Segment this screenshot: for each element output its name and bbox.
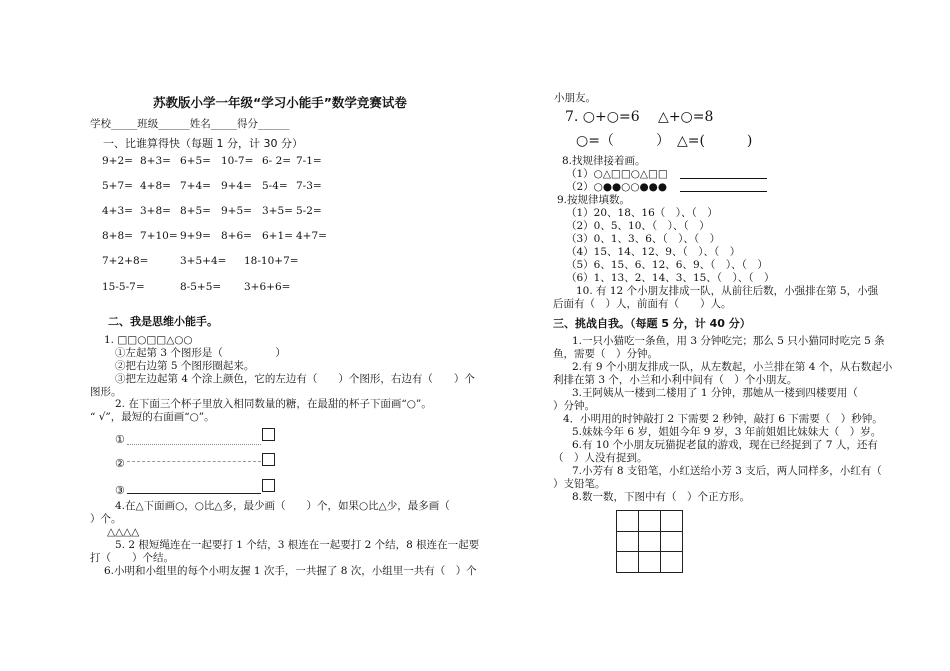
s3-line: 2.有 9 个小朋友排成一队，从左数起，小兰排在第 4 个，从右数起小: [572, 361, 893, 373]
page-title: 苏教版小学一年级“学习小能手”数学竞赛试卷: [153, 95, 407, 110]
s3-line: 鱼，需要（ ）分钟。: [553, 348, 658, 360]
calc-item: 9+9=: [180, 230, 211, 242]
q9-item: （5）6、15、6、12、6、9、（ ）、（ ）: [566, 259, 768, 271]
calc-item: 8+5=: [180, 205, 211, 217]
q5-b: 打（ ）个结。: [90, 552, 174, 564]
section3-heading: 三、挑战自我。（每题 5 分，计 40 分）: [553, 317, 751, 330]
calc-item: 5+7=: [102, 180, 133, 192]
calc-item: 6- 2=: [262, 155, 292, 167]
s3-line: 6.有 10 个小朋友玩猫捉老鼠的游戏，现在已经捉到了 7 人，还有: [572, 439, 878, 451]
cup-box-1: [262, 428, 275, 441]
calc-item: 8+8=: [102, 230, 133, 242]
q9-item: （6）1、13、2、14、3、15、（ ）、（ ）: [566, 272, 775, 284]
calc-item: 15-5-7=: [102, 281, 145, 293]
cup-label-1: ①: [115, 433, 125, 446]
q9-item: （2）0、5、10、（ ）、（ ）: [566, 220, 710, 232]
s3-line: 7.小芳有 8 支铅笔，小红送给小芳 3 支后，两人同样多，小红有（: [572, 465, 882, 477]
calc-item: 9+5=: [221, 205, 252, 217]
calc-item: 8+3=: [140, 155, 171, 167]
section2-heading: 二、我是思维小能手。: [108, 315, 218, 328]
q6-a: 6.小明和小组里的每个小明友握 1 次手，一共握了 8 次，小组里一共有（ ）个: [104, 565, 477, 577]
student-info-line: 学校_____班级______姓名_____得分______: [90, 118, 290, 130]
q1-shapes: 1. □□○□□△○○: [104, 334, 193, 346]
q7-b: ○=（ ） △=( ): [576, 133, 753, 149]
s3-line: 1.一只小猫吃一条鱼，用 3 分钟吃完；那么 5 只小猫同时吃完 5 条: [572, 335, 885, 347]
grid-line-h1: [617, 531, 682, 532]
calc-item: 4+8=: [140, 180, 171, 192]
q4-b: ）个。: [90, 513, 122, 525]
q9-item: （4）15、14、12、9、（ ）、（ ）: [566, 246, 741, 258]
section1-heading: 一、比谁算得快（每题 1 分，计 30 分）: [103, 137, 303, 150]
q9-item: （3）0、1、3、6、（ ）、（ ）: [566, 233, 721, 245]
calc-item: 4+7=: [296, 230, 327, 242]
s3-line: ）分钟。: [553, 400, 595, 412]
q8-heading: 8.找规律接着画。: [562, 155, 646, 167]
s3-line: （ ）人没有捉到。: [553, 452, 648, 464]
q2-b: “ √”，最短的右面画“○”。: [90, 411, 215, 423]
q7-a: 7. ○+○=6 △+○=8: [565, 109, 714, 125]
q10-a: 10. 有 12 个小朋友排成一队，从前往后数，小强排在第 5，小强: [576, 285, 879, 297]
cup-box-2: [262, 453, 275, 466]
grid-line-v1: [638, 511, 639, 572]
calc-item: 6+5=: [180, 155, 211, 167]
q4-a: 4.在△下面画○，○比△多，最少画（ ）个，如果○比△少，最多画（: [115, 500, 450, 512]
s3-line: 8.数一数，下图中有（ ）个正方形。: [572, 491, 751, 503]
calc-item: 5-4=: [262, 180, 288, 192]
s3-line: 利排在第 3 个，小兰和小利中间有（ ）个小朋友。: [553, 374, 798, 386]
q6-continuation: 小朋友。: [554, 92, 596, 104]
grid-line-v2: [660, 511, 661, 572]
cup-label-3: ③: [115, 484, 125, 497]
q1-b: ②把右边第 5 个图形圈起来。: [115, 360, 255, 372]
calc-item: 7-3=: [296, 180, 322, 192]
q4-triangles: △△△△: [107, 526, 140, 538]
calc-item: 10-7=: [221, 155, 254, 167]
q10-b: 后面有（ ）人，前面有（ ）人。: [553, 298, 732, 310]
calc-item: 7+10=: [140, 230, 178, 242]
calc-item: 5-2=: [296, 205, 322, 217]
q8-item-2: （2）○●●○○●●●: [566, 181, 667, 193]
q5-a: 5. 2 根短绳连在一起要打 1 个结，3 根连在一起要打 2 个结，8 根连在一起要: [115, 539, 480, 551]
calc-item: 9+2=: [102, 155, 133, 167]
s3-line: ）支铅笔。: [553, 478, 606, 490]
q2-a: 2. 在下面三个杯子里放入相同数量的糖，在最甜的杯子下面画“○”。: [115, 398, 432, 410]
cup-line-1: [127, 444, 261, 445]
calc-item: 3+8=: [140, 205, 171, 217]
q9-heading: 9.按规律填数。: [557, 194, 631, 206]
calc-item: 18-10+7=: [244, 255, 299, 267]
s3-line: 4．小明用的时钟敲打 2 下需要 2 秒钟，敲打 6 下需要（ ）秒钟。: [563, 413, 883, 425]
square-grid-figure: [616, 510, 683, 573]
q1-c-cont: 图形。: [90, 386, 122, 398]
cup-line-2: [127, 461, 261, 462]
calc-item: 3+5=: [262, 205, 293, 217]
calc-item: 7+2+8=: [102, 255, 149, 267]
calc-item: 9+4=: [221, 180, 252, 192]
calc-item: 6+1=: [262, 230, 293, 242]
q8-answer-line-2: [680, 191, 767, 192]
grid-line-h2: [617, 551, 682, 552]
calc-item: 7-1=: [296, 155, 322, 167]
q8-item-1: （1）○△□□○△□□: [566, 168, 668, 180]
calc-item: 4+3=: [102, 205, 133, 217]
q9-item: （1）20、18、16（ ）、（ ）: [566, 207, 718, 219]
calc-item: 7+4=: [180, 180, 211, 192]
q1-a: ①左起第 3 个图形是（ ）: [115, 347, 286, 359]
q8-answer-line-1: [680, 178, 767, 179]
q1-c: ③把左边起第 4 个涂上颜色，它的左边有（ ）个图形，右边有（ ）个: [115, 373, 475, 385]
calc-item: 8+6=: [221, 230, 252, 242]
s3-line: 3.王阿姨从一楼到二楼用了 1 分钟，那她从一楼到四楼要用（: [572, 387, 858, 399]
cup-box-3: [262, 479, 275, 492]
calc-item: 8-5+5=: [180, 281, 222, 293]
s3-line: 5.妹妹今年 6 岁，姐姐今年 9 岁，3 年前姐姐比妹妹大（ ）岁。: [572, 426, 882, 438]
cup-line-3: [127, 493, 261, 494]
cup-label-2: ②: [115, 457, 125, 470]
calc-item: 3+6+6=: [244, 281, 291, 293]
calc-item: 3+5+4=: [180, 255, 227, 267]
